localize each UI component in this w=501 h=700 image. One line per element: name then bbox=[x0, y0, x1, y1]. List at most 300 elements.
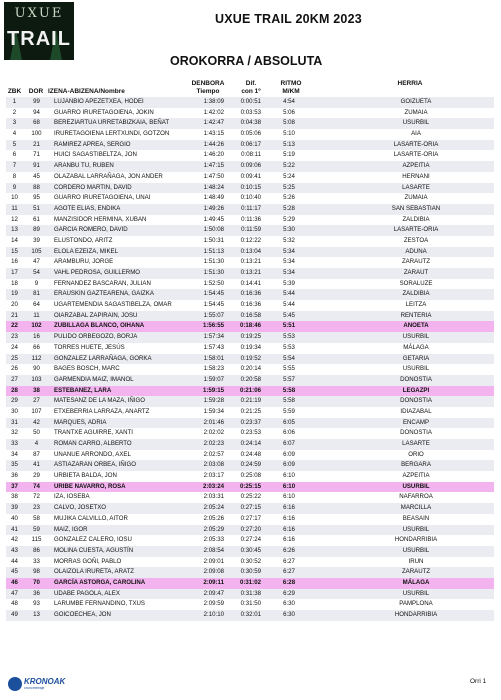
cell-name: OLAIZOLA IRURETA, ARATZ bbox=[54, 568, 135, 576]
cell-dorsal: 13 bbox=[33, 611, 40, 618]
cell-dorsal: 39 bbox=[33, 236, 40, 244]
cell-position: 26 bbox=[11, 365, 18, 373]
cell-town: ZARAUTZ bbox=[401, 568, 431, 576]
cell-town: NAFARROA bbox=[399, 493, 433, 501]
cell-name: FERNANDEZ BASCARAN, JULIAN bbox=[54, 279, 151, 287]
cell-town: IRUN bbox=[408, 557, 424, 565]
cell-town: ZARAUT bbox=[403, 269, 429, 276]
cell-dorsal: 61 bbox=[33, 215, 40, 223]
cell-pace: 6:09 bbox=[283, 461, 295, 469]
column-header-town: HERRIA bbox=[397, 80, 423, 87]
cell-difference: 0:24:48 bbox=[240, 450, 261, 458]
table-row bbox=[6, 525, 494, 536]
cell-time: 1:51:30 bbox=[203, 269, 224, 276]
cell-time: 2:08:54 bbox=[203, 546, 224, 554]
cell-town: HERNANI bbox=[402, 172, 430, 180]
cell-position: 5 bbox=[12, 140, 17, 148]
cell-town: ANOETA bbox=[403, 322, 429, 330]
cell-difference: 0:11:17 bbox=[241, 204, 261, 212]
cell-time: 2:09:01 bbox=[203, 557, 224, 565]
cell-position: 22 bbox=[11, 322, 18, 330]
table-row bbox=[6, 589, 494, 600]
cell-difference: 0:10:40 bbox=[240, 194, 261, 202]
cell-time: 1:48:24 bbox=[203, 183, 224, 191]
cell-position: 10 bbox=[11, 194, 18, 202]
cell-pace: 5:59 bbox=[283, 407, 295, 415]
cell-name: RAMIREZ APREA, SERGIO bbox=[54, 140, 131, 148]
cell-name: ZUBILLAGA BLANCO, OIHANA bbox=[54, 322, 145, 330]
cell-position: 45 bbox=[11, 568, 18, 576]
cell-pace: 5:53 bbox=[283, 343, 295, 351]
cell-town: ZALDIBIA bbox=[402, 215, 430, 223]
cell-dorsal: 90 bbox=[33, 365, 40, 373]
cell-town: DONOSTIA bbox=[400, 429, 432, 437]
cell-difference: 0:23:37 bbox=[240, 418, 261, 426]
table-row bbox=[6, 129, 494, 140]
cell-pace: 5:19 bbox=[283, 151, 295, 159]
cell-town: LEITZA bbox=[405, 301, 427, 309]
cell-dorsal: 112 bbox=[31, 354, 42, 362]
cell-pace: 5:34 bbox=[283, 247, 295, 255]
cell-difference: 0:09:41 bbox=[240, 172, 261, 180]
table-row bbox=[6, 535, 494, 546]
cell-town: AZPEITIA bbox=[402, 472, 430, 480]
cell-dorsal: 71 bbox=[33, 151, 40, 159]
cell-position: 13 bbox=[11, 226, 18, 234]
column-header-dif bbox=[234, 80, 268, 96]
cell-dorsal: 102 bbox=[31, 322, 42, 330]
cell-town: USURBIL bbox=[402, 546, 430, 554]
cell-difference: 0:19:25 bbox=[240, 333, 261, 341]
cell-pace: 6:06 bbox=[283, 429, 295, 437]
cell-position: 39 bbox=[11, 504, 18, 512]
cell-difference: 0:23:53 bbox=[240, 429, 261, 437]
kronoak-brand-sub: cronometraje bbox=[24, 686, 45, 690]
cell-difference: 0:27:24 bbox=[240, 536, 261, 544]
cell-difference: 0:30:59 bbox=[240, 568, 261, 576]
cell-position: 41 bbox=[11, 525, 18, 533]
cell-town: LEGAZPI bbox=[402, 386, 430, 394]
cell-name: GONZALEZ CALERO, IOSU bbox=[54, 536, 132, 544]
cell-pace: 6:30 bbox=[283, 611, 295, 618]
cell-dorsal: 29 bbox=[33, 472, 40, 480]
cell-town: HONDARRIBIA bbox=[394, 611, 438, 618]
uxue-trail-logo bbox=[4, 2, 74, 60]
cell-position: 29 bbox=[11, 397, 18, 405]
cell-position: 37 bbox=[11, 482, 18, 490]
cell-pace: 6:10 bbox=[282, 482, 296, 490]
cell-dorsal: 66 bbox=[33, 343, 40, 351]
cell-town: GOIZUETA bbox=[400, 98, 432, 105]
cell-name: ASTIAZARAN ORBEA, IÑIGO bbox=[54, 461, 136, 469]
cell-position: 43 bbox=[11, 546, 18, 554]
table-row bbox=[6, 610, 494, 621]
cell-position: 30 bbox=[11, 407, 18, 415]
cell-position: 32 bbox=[11, 429, 18, 437]
cell-pace: 5:34 bbox=[283, 258, 295, 266]
table-row bbox=[6, 332, 494, 343]
cell-town: USURBIL bbox=[402, 333, 430, 341]
cell-difference: 0:20:14 bbox=[240, 365, 261, 373]
cell-dorsal: 100 bbox=[31, 130, 42, 138]
table-row bbox=[6, 140, 494, 151]
cell-time: 1:47:50 bbox=[203, 172, 224, 180]
cell-town: USURBIL bbox=[402, 589, 430, 597]
table-row bbox=[6, 108, 494, 119]
cell-time: 2:02:23 bbox=[203, 440, 224, 447]
cell-position: 21 bbox=[11, 311, 18, 319]
table-row bbox=[6, 193, 494, 204]
table-row bbox=[6, 279, 494, 290]
table-row-highlighted bbox=[6, 321, 494, 332]
cell-town: LASARTE-ORIA bbox=[393, 151, 439, 159]
table-row bbox=[6, 450, 494, 461]
cell-position: 27 bbox=[11, 375, 18, 383]
table-row bbox=[6, 311, 494, 322]
cell-town: USURBIL bbox=[402, 365, 430, 373]
cell-time: 1:59:07 bbox=[203, 375, 224, 383]
table-row bbox=[6, 150, 494, 161]
cell-position: 42 bbox=[11, 536, 18, 544]
cell-town: AIA bbox=[411, 130, 421, 138]
cell-difference: 0:13:21 bbox=[240, 258, 261, 266]
cell-position: 20 bbox=[11, 301, 18, 309]
cell-pace: 5:53 bbox=[283, 333, 295, 341]
cell-name: ARANBU TU, RUBEN bbox=[54, 162, 114, 170]
cell-pace: 6:16 bbox=[283, 525, 295, 533]
table-row bbox=[6, 354, 494, 365]
cell-town: DONOSTIA bbox=[400, 397, 432, 405]
table-row bbox=[6, 118, 494, 129]
cell-pace: 6:16 bbox=[283, 514, 295, 522]
cell-pace: 5:22 bbox=[283, 162, 295, 170]
cell-time: 2:03:24 bbox=[202, 482, 224, 490]
cell-name: OLAZABAL LARRAÑAGA, JON ANDER bbox=[54, 172, 163, 180]
cell-difference: 0:03:53 bbox=[240, 108, 261, 116]
cell-name: CORDERO MARTIN, DAVID bbox=[54, 183, 132, 191]
table-row bbox=[6, 204, 494, 215]
cell-difference: 0:31:38 bbox=[240, 589, 261, 597]
cell-name: TORRES HUETE, JESÚS bbox=[54, 343, 125, 351]
table-row bbox=[6, 546, 494, 557]
cell-name: MUJIKA CALVILLO, AITOR bbox=[54, 514, 128, 522]
table-row bbox=[6, 407, 494, 418]
cell-position: 19 bbox=[11, 290, 18, 298]
cell-town: HONDARRIBIA bbox=[394, 536, 438, 544]
cell-dorsal: 91 bbox=[33, 162, 40, 170]
cell-position: 1 bbox=[12, 98, 17, 105]
cell-dorsal: 21 bbox=[33, 140, 40, 148]
cell-name: UDABE PAGOLA, ALEX bbox=[54, 589, 120, 597]
cell-difference: 0:21:25 bbox=[240, 407, 261, 415]
column-header-pos: ZBK bbox=[7, 88, 22, 95]
cell-position: 11 bbox=[11, 204, 18, 212]
cell-pace: 5:10 bbox=[283, 130, 295, 138]
table-row bbox=[6, 557, 494, 568]
cell-name: ETXEBERRIA LARRAZA, ANARTZ bbox=[54, 407, 150, 415]
cell-town: MÁLAGA bbox=[402, 578, 430, 586]
cell-time: 1:49:26 bbox=[203, 204, 224, 212]
cell-difference: 0:00:51 bbox=[240, 98, 261, 105]
table-row bbox=[6, 492, 494, 503]
cell-time: 2:03:08 bbox=[203, 461, 224, 469]
cell-dorsal: 38 bbox=[33, 386, 40, 394]
cell-time: 1:58:01 bbox=[203, 354, 224, 362]
cell-dorsal: 58 bbox=[33, 514, 40, 522]
cell-pace: 5:45 bbox=[283, 311, 295, 319]
table-row bbox=[6, 257, 494, 268]
table-row bbox=[6, 183, 494, 194]
cell-time: 1:46:20 bbox=[203, 151, 224, 159]
cell-difference: 0:08:11 bbox=[241, 151, 261, 159]
cell-name: OIARZABAL ZAPIRAIN, JOSU bbox=[54, 311, 138, 319]
cell-difference: 0:30:52 bbox=[240, 557, 261, 565]
cell-pace: 5:29 bbox=[283, 215, 295, 223]
cell-dorsal: 45 bbox=[33, 172, 40, 180]
cell-name: GARMENDIA MAIZ, IMANOL bbox=[54, 375, 134, 383]
cell-difference: 0:19:52 bbox=[240, 354, 261, 362]
cell-town: LASARTE bbox=[402, 183, 430, 191]
cell-pace: 6:28 bbox=[282, 578, 296, 586]
cell-name: ELOLA EZEIZA, MIKEL bbox=[54, 247, 119, 255]
cell-position: 12 bbox=[11, 215, 18, 223]
cell-pace: 6:09 bbox=[283, 450, 295, 458]
cell-position: 31 bbox=[11, 418, 18, 426]
cell-dorsal: 16 bbox=[33, 333, 40, 341]
cell-position: 36 bbox=[11, 472, 18, 480]
cell-time: 2:09:11 bbox=[203, 578, 224, 586]
cell-name: ESTEBANEZ, LARA bbox=[54, 386, 112, 394]
cell-dorsal: 98 bbox=[33, 568, 40, 576]
cell-town: MÁLAGA bbox=[403, 343, 429, 351]
cell-position: 9 bbox=[12, 183, 17, 191]
cell-name: UNANUE ARRONDO, AXEL bbox=[54, 450, 131, 458]
table-row bbox=[6, 471, 494, 482]
cell-name: URIBE NAVARRO, ROSA bbox=[54, 482, 126, 490]
cell-town: PAMPLONA bbox=[399, 600, 433, 608]
cell-time: 2:05:26 bbox=[203, 514, 224, 522]
cell-position: 14 bbox=[11, 236, 18, 244]
cell-dorsal: 89 bbox=[33, 226, 40, 234]
cell-dorsal: 95 bbox=[33, 194, 40, 202]
table-row bbox=[6, 503, 494, 514]
cell-time: 1:57:34 bbox=[203, 333, 224, 341]
cell-time: 1:55:07 bbox=[203, 311, 224, 319]
cell-time: 1:54:45 bbox=[203, 301, 224, 309]
cell-name: AGOTE ELIAS, ENDIKA bbox=[54, 204, 121, 212]
cell-town: BERGARA bbox=[401, 461, 431, 469]
logo-bottom-text: TRAIL bbox=[7, 28, 71, 50]
page-number: Orri 1 bbox=[470, 678, 487, 685]
cell-time: 1:54:45 bbox=[203, 290, 224, 298]
cell-position: 15 bbox=[11, 247, 18, 255]
cell-pace: 4:54 bbox=[283, 98, 295, 105]
cell-town: USURBIL bbox=[402, 119, 430, 127]
kronoak-logo bbox=[8, 676, 70, 692]
cell-pace: 5:51 bbox=[282, 322, 296, 330]
column-header-pace bbox=[276, 80, 306, 96]
cell-position: 49 bbox=[11, 611, 18, 618]
cell-town: ZALDIBIA bbox=[402, 290, 430, 298]
cell-position: 38 bbox=[11, 493, 18, 501]
table-row-highlighted bbox=[6, 578, 494, 589]
cell-position: 24 bbox=[11, 343, 18, 351]
cell-position: 47 bbox=[11, 589, 18, 597]
cell-time: 1:44:26 bbox=[203, 140, 224, 148]
cell-difference: 0:27:15 bbox=[240, 504, 261, 512]
cell-position: 3 bbox=[12, 119, 17, 127]
cell-pace: 5:44 bbox=[283, 290, 295, 298]
table-row bbox=[6, 567, 494, 578]
cell-position: 17 bbox=[11, 269, 18, 276]
cell-name: VAHL PEDROSA, GUILLERMO bbox=[54, 269, 141, 276]
cell-dorsal: 41 bbox=[33, 461, 40, 469]
cell-pace: 5:28 bbox=[283, 204, 295, 212]
cell-name: CALVO, JOSETXO bbox=[54, 504, 107, 512]
cell-pace: 5:39 bbox=[283, 279, 295, 287]
cell-position: 46 bbox=[11, 578, 18, 586]
cell-pace: 5:54 bbox=[283, 354, 295, 362]
cell-dorsal: 4 bbox=[34, 440, 39, 447]
cell-difference: 0:04:38 bbox=[240, 119, 261, 127]
cell-position: 2 bbox=[12, 108, 17, 116]
cell-time: 1:42:02 bbox=[203, 108, 224, 116]
cell-pace: 6:05 bbox=[283, 418, 295, 426]
cell-name: MATESANZ DE LA MAZA, IÑIGO bbox=[54, 397, 145, 405]
cell-difference: 0:21:19 bbox=[240, 397, 261, 405]
cell-dorsal: 50 bbox=[33, 429, 40, 437]
cell-pace: 5:06 bbox=[283, 108, 295, 116]
cell-pace: 6:10 bbox=[283, 493, 295, 501]
cell-name: HUICI SAGASTIBELTZA, JON bbox=[54, 151, 137, 159]
cell-name: GUARRO IRURETAGOIENA, JOKIN bbox=[54, 108, 154, 116]
cell-name: BEREZIARTUA URRETABIZKAIA, BEÑAT bbox=[54, 119, 170, 127]
cell-name: UGARTEMENDIA SAGASTIBELZA, OMAR bbox=[54, 301, 172, 309]
cell-time: 2:05:29 bbox=[203, 525, 224, 533]
cell-position: 28 bbox=[11, 386, 18, 394]
cell-time: 1:48:49 bbox=[203, 194, 224, 202]
cell-town: ORIO bbox=[408, 450, 424, 458]
cell-difference: 0:24:14 bbox=[240, 440, 261, 447]
cell-dorsal: 59 bbox=[33, 525, 40, 533]
cell-town: BEASAIN bbox=[402, 514, 430, 522]
cell-time: 1:58:23 bbox=[203, 365, 224, 373]
cell-position: 35 bbox=[11, 461, 18, 469]
cell-position: 48 bbox=[11, 600, 18, 608]
column-header-time-line2: Tiempo bbox=[196, 88, 220, 95]
cell-time: 2:09:59 bbox=[203, 600, 224, 608]
cell-pace: 5:26 bbox=[283, 194, 295, 202]
cell-name: GOICOECHEA, JON bbox=[54, 611, 111, 618]
cell-pace: 5:58 bbox=[283, 397, 295, 405]
cell-name: PULIDO ORBEGOZO, BORJA bbox=[54, 333, 138, 341]
cell-difference: 0:09:06 bbox=[240, 162, 261, 170]
cell-dorsal: 107 bbox=[31, 407, 42, 415]
cell-dorsal: 103 bbox=[31, 375, 42, 383]
column-header-dif-line2: con 1º bbox=[241, 88, 261, 95]
cell-position: 23 bbox=[11, 333, 18, 341]
cell-dorsal: 9 bbox=[34, 279, 39, 287]
cell-time: 1:59:15 bbox=[202, 386, 224, 394]
cell-time: 2:02:02 bbox=[203, 429, 224, 437]
cell-dorsal: 27 bbox=[33, 397, 40, 405]
cell-difference: 0:25:15 bbox=[239, 482, 261, 490]
cell-town: ZARAUTZ bbox=[401, 258, 431, 266]
column-header-name: IZENA-ABIZENA/Nombre bbox=[48, 88, 125, 95]
cell-time: 2:09:47 bbox=[203, 589, 224, 597]
table-row-highlighted bbox=[6, 482, 494, 493]
table-row bbox=[6, 514, 494, 525]
table-row bbox=[6, 215, 494, 226]
cell-name: LUJANBIO APEZETXEA, HODEI bbox=[54, 98, 144, 105]
cell-position: 6 bbox=[12, 151, 17, 159]
cell-name: MANZISIDOR HERMINA, XUBAN bbox=[54, 215, 147, 223]
cell-difference: 0:05:06 bbox=[240, 130, 261, 138]
table-row bbox=[6, 289, 494, 300]
cell-time: 1:59:28 bbox=[203, 397, 224, 405]
cell-name: URBIETA BALDA, JON bbox=[54, 472, 117, 480]
cell-dorsal: 74 bbox=[33, 482, 40, 490]
cell-time: 2:05:33 bbox=[203, 536, 224, 544]
cell-town: DONOSTIA bbox=[400, 375, 432, 383]
cell-time: 1:49:45 bbox=[203, 215, 224, 223]
cell-difference: 0:20:58 bbox=[240, 375, 261, 383]
cell-dorsal: 105 bbox=[31, 247, 42, 255]
cell-name: IZA, IOSEBA bbox=[54, 493, 90, 501]
cell-dorsal: 87 bbox=[33, 450, 40, 458]
page-subtitle: OROKORRA / ABSOLUTA bbox=[170, 54, 323, 68]
cell-pace: 5:24 bbox=[283, 172, 295, 180]
column-header-dor: DOR bbox=[28, 88, 44, 95]
cell-dorsal: 11 bbox=[33, 311, 40, 319]
page-title: UXUE TRAIL 20KM 2023 bbox=[215, 12, 362, 26]
cell-difference: 0:31:50 bbox=[240, 600, 261, 608]
cell-time: 2:10:10 bbox=[203, 611, 224, 618]
cell-position: 18 bbox=[11, 279, 18, 287]
cell-name: GARCÍA ASTORGA, CAROLINA bbox=[54, 578, 146, 586]
cell-dorsal: 81 bbox=[33, 290, 40, 298]
table-row bbox=[6, 418, 494, 429]
cell-difference: 0:19:34 bbox=[240, 343, 261, 351]
cell-position: 16 bbox=[11, 258, 18, 266]
cell-time: 2:01:46 bbox=[203, 418, 224, 426]
cell-pace: 5:55 bbox=[283, 365, 295, 373]
cell-dorsal: 42 bbox=[33, 418, 40, 426]
cell-town: AZPEITIA bbox=[402, 162, 430, 170]
cell-difference: 0:31:02 bbox=[239, 578, 261, 586]
cell-dorsal: 33 bbox=[33, 557, 40, 565]
table-row-highlighted bbox=[6, 386, 494, 397]
cell-town: ADUNA bbox=[405, 247, 427, 255]
cell-name: ARAMBURU, JORGE bbox=[54, 258, 114, 266]
cell-difference: 0:14:41 bbox=[240, 279, 261, 287]
cell-difference: 0:24:59 bbox=[240, 461, 261, 469]
cell-town: ZUMAIA bbox=[404, 194, 428, 202]
cell-name: ERAUSKIN GAZTEARENA, GAIZKA bbox=[54, 290, 154, 298]
cell-time: 2:03:31 bbox=[203, 493, 224, 501]
column-header-time bbox=[186, 80, 230, 96]
cell-pace: 6:27 bbox=[283, 568, 295, 576]
cell-difference: 0:12:22 bbox=[240, 236, 261, 244]
table-row bbox=[6, 268, 494, 279]
cell-pace: 6:26 bbox=[283, 546, 295, 554]
table-row bbox=[6, 599, 494, 610]
cell-position: 44 bbox=[11, 557, 18, 565]
cell-name: ROMAN CARRO, ALBERTO bbox=[54, 440, 132, 447]
cell-town: ENCAMP bbox=[402, 418, 430, 426]
results-table bbox=[6, 97, 494, 621]
cell-difference: 0:16:58 bbox=[240, 311, 261, 319]
